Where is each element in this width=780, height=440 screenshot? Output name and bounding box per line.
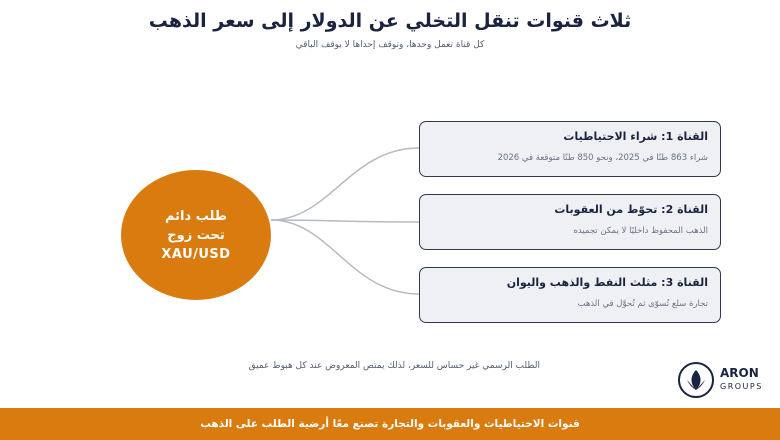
brand-logo xyxy=(676,362,766,402)
brand-sub: GROUPS xyxy=(720,382,763,391)
channel-card-2 xyxy=(419,194,721,250)
connector-channel-2 xyxy=(271,220,419,222)
connector-channel-1 xyxy=(271,148,419,220)
hub-line-1: طلب دائم xyxy=(164,208,228,224)
hub-line-3: XAU/USD xyxy=(161,246,231,262)
channel-title: القناة 3: مثلث النفط والذهب واليوان xyxy=(506,276,708,289)
brand-name: ARON xyxy=(720,366,759,380)
hub-line-2: تحت زوج xyxy=(167,227,225,243)
page-subtitle: كل قناة تعمل وحدها، وتوقف إحداها لا يوقف الباقي xyxy=(295,40,485,50)
footnote: الطلب الرسمي غير حساس للسعر، لذلك يمتص المعروض عند كل هبوط عميق xyxy=(248,361,540,371)
connector-channel-3 xyxy=(271,220,419,294)
hub-circle xyxy=(121,170,271,300)
channel-title: القناة 1: شراء الاحتياطيات xyxy=(563,130,708,143)
page-title: ثلاث قنوات تنقل التخلي عن الدولار إلى سعر الذهب xyxy=(148,10,632,32)
channel-card-3 xyxy=(419,267,721,323)
channel-detail: شراء 863 طنًا في 2025، ونحو 850 طنًا متوقعة في 2026 xyxy=(497,153,708,163)
channel-title: القناة 2: تحوّط من العقوبات xyxy=(554,203,708,216)
leaf-icon xyxy=(678,362,714,398)
footer-text: قنوات الاحتياطيات والعقوبات والتجارة تصنع معًا أرضية الطلب على الذهب xyxy=(200,418,580,430)
channel-detail: الذهب المحفوظ داخليًا لا يمكن تجميده xyxy=(573,226,708,236)
channel-detail: تجارة سلع تُسوّى ثم تُحوَّل في الذهب xyxy=(577,299,708,309)
footer-banner xyxy=(0,408,780,440)
channel-card-1 xyxy=(419,121,721,177)
